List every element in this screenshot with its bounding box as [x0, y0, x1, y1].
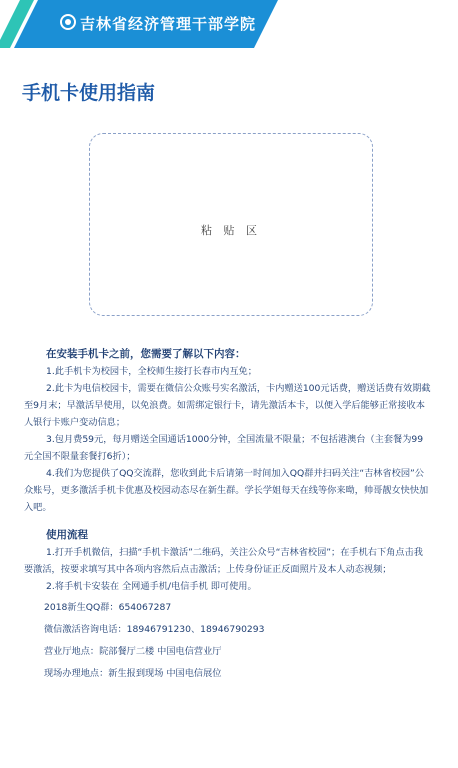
guide-content — [24, 346, 432, 683]
section-heading-process: 使用流程 — [46, 529, 88, 541]
wechat-hotline-info: 微信激活咨询电话：18946791230、18946790293 — [44, 624, 265, 635]
qq-group-info: 2018新生QQ群：654067287 — [44, 602, 172, 613]
prerequisite-item: 4.我们为您提供了QQ交流群，您收到此卡后请第一时间加入QQ群并扫码关注“吉林省校园”公众账号，更多激活手机卡优惠及校园动态尽在新生群。学长学姐每天在线等你来呦，帅哥靓女快快加入吧。 — [24, 468, 429, 513]
onsite-location-info: 现场办理地点：新生报到现场 中国电信展位 — [44, 668, 222, 679]
section-heading-prerequisites: 在安装手机卡之前，您需要了解以下内容： — [46, 348, 246, 360]
school-logo-icon — [60, 14, 76, 30]
page-title: 手机卡使用指南 — [22, 82, 156, 104]
header-band — [0, 0, 458, 48]
school-name: 吉林省经济管理干部学院 — [80, 15, 257, 33]
process-step: 2.将手机卡安装在 全网通手机/电信手机 即可使用。 — [46, 581, 257, 592]
business-hall-info: 营业厅地点：院部餐厅二楼 中国电信营业厅 — [44, 646, 222, 657]
prerequisite-item: 2.此卡为电信校园卡，需要在微信公众账号实名激活，卡内赠送100元话费，赠送话费有效期截至9月末；早激活早使用，以免浪费。如需绑定银行卡，请先激活本卡，以便入学后能够正常接收本人银行卡账户变动信息； — [24, 383, 431, 428]
paste-area-label: 粘 贴 区 — [201, 224, 261, 237]
prerequisite-item: 1.此手机卡为校园卡，全校师生接打长春市内互免； — [46, 366, 257, 377]
process-step: 1.打开手机微信，扫描“手机卡激活”二维码，关注公众号“吉林省校园”；在手机右下角点击我要激活，按要求填写其中各项内容然后点击激活；上传身份证正反面照片及本人动态视频； — [24, 547, 423, 575]
prerequisite-item: 3.包月费59元，每月赠送全国通话1000分钟，全国流量不限量；不包括港澳台（主套餐为99元全国不限量套餐打6折）； — [24, 434, 424, 462]
paste-area — [89, 133, 373, 316]
